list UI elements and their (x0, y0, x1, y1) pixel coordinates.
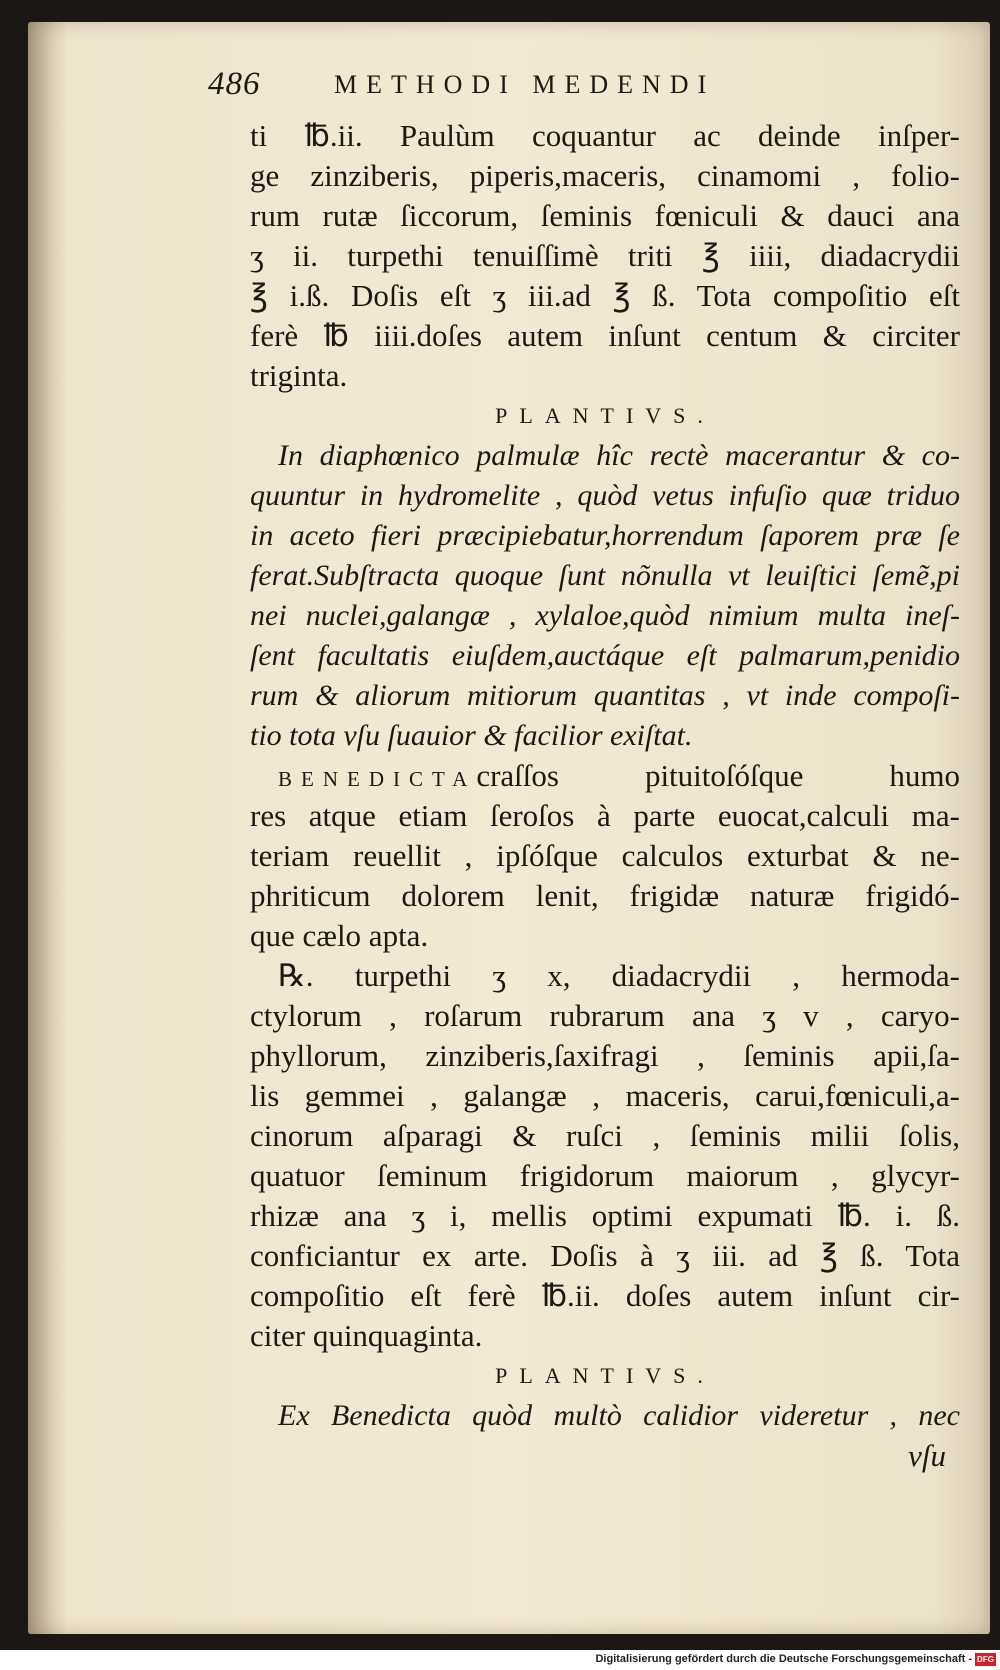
commentary-line: tio tota vſu ſuauior & facilior exiſtat. (250, 719, 693, 752)
page-number: 486 (208, 66, 261, 102)
recipe-line: phyllorum, zinziberis,ſaxifragi , ſeminis apii,ſa- (250, 1038, 960, 1073)
body-line: ti ℔.ii. Paulùm coquantur ac deinde inſper- (250, 118, 960, 153)
recipe-line: citer quinquaginta. (250, 1318, 483, 1353)
benedicta-line-text: craſſos pituitoſóſque humo (476, 758, 960, 793)
body-line: ferè ℔ iiii.doſes autem inſunt centum & circiter (250, 318, 960, 353)
body-line: rum rutæ ſiccorum, ſeminis fœniculi & dauci ana (250, 198, 960, 233)
body-line: res atque etiam ſeroſos à parte euocat,calculi ma- (250, 798, 960, 833)
recipe-line: conficiantur ex arte. Doſis à ʒ iii. ad ℥ ß. Tota (250, 1238, 960, 1273)
commentary-line: ſent facultatis eiuſdem,auctáque eſt palmarum,penidio (250, 639, 960, 672)
commentary-line: rum & aliorum mitiorum quantitas , vt inde compoſi- (250, 679, 960, 712)
recipe-line: ℞. turpethi ʒ x, diadacrydii , hermoda- (278, 958, 960, 993)
recipe-line: quatuor ſeminum frigidorum maiorum , glycyr- (250, 1158, 960, 1193)
body-line: teriam reuellit , ipſóſque calculos exturbat & ne- (250, 838, 960, 873)
running-head: METHODI MEDENDI (334, 70, 716, 99)
catchword: vſu (908, 1438, 946, 1473)
digitization-footer (0, 1650, 1000, 1670)
section-heading: PLANTIVS. (495, 1363, 715, 1388)
body-line: ℥ i.ß. Doſis eſt ʒ iii.ad ℥ ß. Tota compoſitio eſt (250, 278, 960, 313)
benedicta-first-line (250, 756, 960, 796)
footer-credit: Digitalisierung gefördert durch die Deutsche Forschungsgemeinschaft - (595, 1653, 972, 1665)
page-header (208, 62, 848, 112)
commentary-line: nei nuclei,galangæ , xylaloe,quòd nimium multa ineſ- (250, 599, 960, 632)
dfg-logo: DFG (975, 1653, 996, 1666)
recipe-line: rhizæ ana ʒ i, mellis optimi expumati ℔. i. ß. (250, 1198, 960, 1233)
commentary-line: Ex Benedicta quòd multò calidior videretur , nec (278, 1399, 960, 1432)
recipe-line: ctylorum , roſarum rubrarum ana ʒ v , caryo- (250, 998, 960, 1033)
commentary-line: quuntur in hydromelite , quòd vetus infuſio quæ triduo (250, 479, 960, 512)
commentary-line: ferat.Subſtracta quoque ſunt nõnulla vt leuiſtici ſemẽ,pi (250, 559, 960, 592)
spine-shadow (28, 22, 68, 1634)
recipe-line: compoſitio eſt ferè ℔.ii. doſes autem inſunt cir- (250, 1278, 960, 1313)
recipe-line: cinorum aſparagi & ruſci , ſeminis milii ſolis, (250, 1118, 960, 1153)
section-heading: PLANTIVS. (495, 403, 715, 428)
body-line: ge zinziberis, piperis,maceris, cinamomi , folio- (250, 158, 960, 193)
body-line: ʒ ii. turpethi tenuiſſimè triti ℥ iiii, diadacrydii (250, 238, 960, 273)
commentary-line: In diaphœnico palmulæ hîc rectè macerantur & co- (278, 439, 960, 472)
body-line: que cælo apta. (250, 918, 429, 953)
recipe-line: lis gemmei , galangæ , maceris, carui,fœniculi,a- (250, 1078, 960, 1113)
body-line: phriticum dolorem lenit, frigidæ naturæ frigidó- (250, 878, 960, 913)
body-line: triginta. (250, 358, 348, 393)
commentary-line: in aceto fieri præcipiebatur,horrendum ſaporem præ ſe (250, 519, 960, 552)
main-text-block (250, 116, 960, 1476)
benedicta-lead: BENEDICTA (278, 767, 477, 791)
